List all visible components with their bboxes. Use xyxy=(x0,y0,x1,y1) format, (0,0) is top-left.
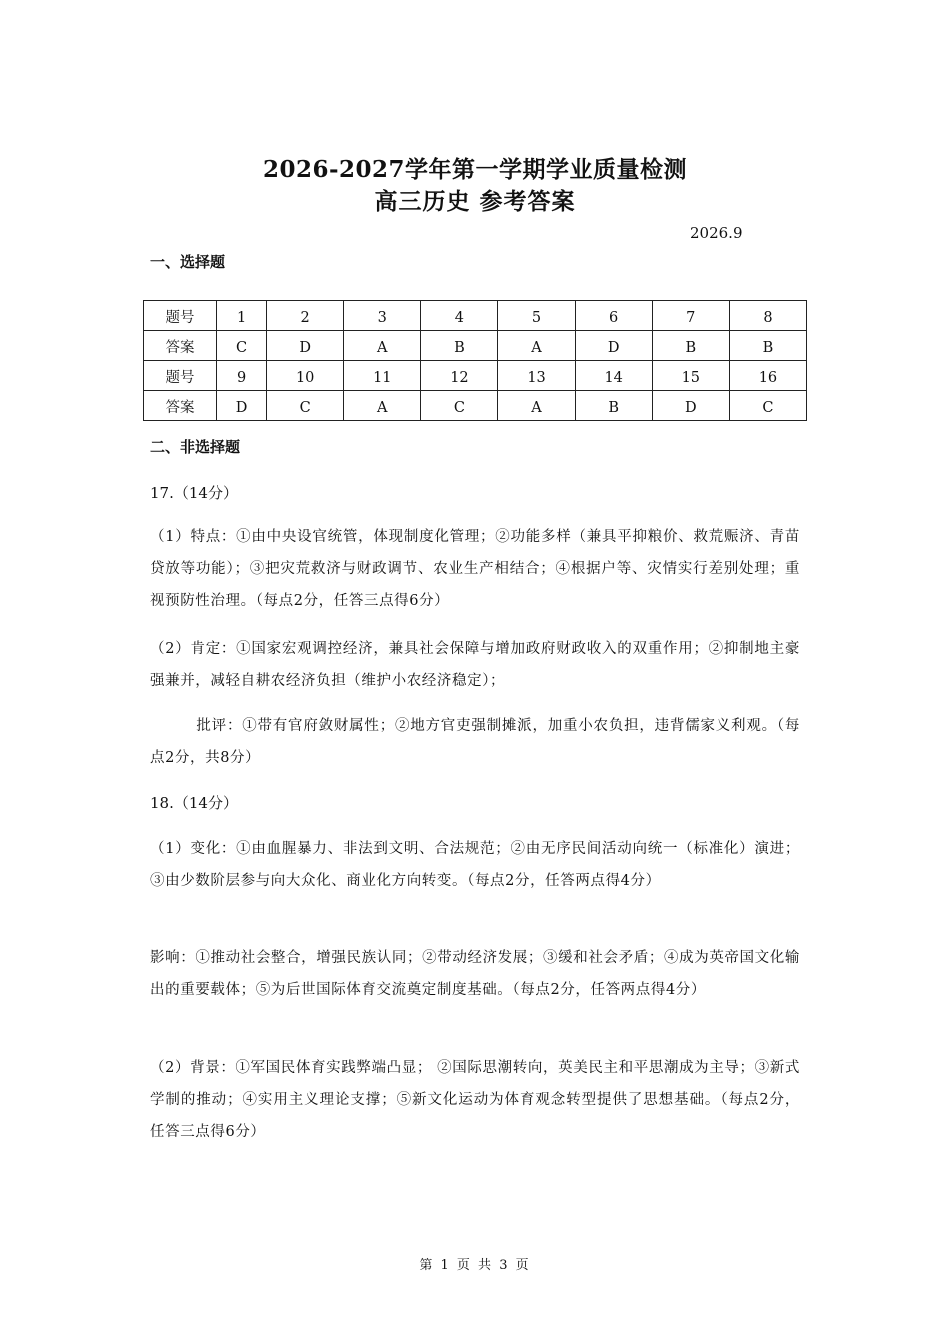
table-cell: 2 xyxy=(267,301,344,331)
section-heading-choice: 一、选择题 xyxy=(150,253,226,271)
table-cell: B xyxy=(575,391,652,421)
table-cell: C xyxy=(729,391,806,421)
table-cell: 3 xyxy=(344,301,421,331)
question-18-part2: （2）背景：①军国民体育实践弊端凸显； ②国际思潮转向，英美民主和平思潮成为主导；③新式学制的推动；④实用主义理论支撑；⑤新文化运动为体育观念转型提供了思想基础。（每点2分，任答三点得6分） xyxy=(150,1060,800,1140)
table-cell: 8 xyxy=(729,301,806,331)
table-cell: C xyxy=(217,331,267,361)
question-17-title: 17.（14分） xyxy=(150,484,238,502)
question-17-part1: （1）特点：①由中央设官统管，体现制度化管理；②功能多样（兼具平抑粮价、救荒赈济、青苗贷放等功能）；③把灾荒救济与财政调节、农业生产相结合；④根据户等、灾情实行差别处理；重视预防性治理。（每点2分，任答三点得6分） xyxy=(150,529,800,609)
table-cell: D xyxy=(267,331,344,361)
table-cell: 14 xyxy=(575,361,652,391)
table-cell: 13 xyxy=(498,361,575,391)
table-cell: 9 xyxy=(217,361,267,391)
section-heading-nonchoice: 二、非选择题 xyxy=(150,438,241,456)
table-cell: D xyxy=(575,331,652,361)
table-row-header: 答案 xyxy=(144,331,217,361)
table-cell: C xyxy=(421,391,498,421)
table-row xyxy=(144,391,807,421)
table-cell: 7 xyxy=(652,301,729,331)
table-cell: C xyxy=(267,391,344,421)
table-cell: B xyxy=(652,331,729,361)
table-cell: D xyxy=(652,391,729,421)
table-cell: B xyxy=(729,331,806,361)
answer-table xyxy=(143,300,807,421)
question-18-title: 18.（14分） xyxy=(150,794,238,812)
table-cell: D xyxy=(217,391,267,421)
table-row-header: 题号 xyxy=(144,301,217,331)
question-18-part1-impact: 影响：①推动社会整合，增强民族认同；②带动经济发展；③缓和社会矛盾；④成为英帝国文化输出的重要载体；⑤为后世国际体育交流奠定制度基础。（每点2分，任答两点得4分） xyxy=(150,950,800,998)
table-cell: A xyxy=(344,331,421,361)
table-cell: 16 xyxy=(729,361,806,391)
table-row xyxy=(144,361,807,391)
question-17-part2: （2）肯定：①国家宏观调控经济，兼具社会保障与增加政府财政收入的双重作用；②抑制地主豪强兼并，减轻自耕农经济负担（维护小农经济稳定）； xyxy=(150,641,800,689)
document-date: 2026.9 xyxy=(690,224,743,242)
table-cell: 6 xyxy=(575,301,652,331)
table-cell: B xyxy=(421,331,498,361)
document-title: 2026-2027学年第一学期学业质量检测 xyxy=(262,156,688,183)
table-row-header: 题号 xyxy=(144,361,217,391)
table-row xyxy=(144,301,807,331)
document-subtitle: 高三历史 参考答案 xyxy=(374,188,576,215)
table-cell: 4 xyxy=(421,301,498,331)
table-cell: 11 xyxy=(344,361,421,391)
table-cell: 15 xyxy=(652,361,729,391)
table-cell: 10 xyxy=(267,361,344,391)
question-18-part1: （1）变化：①由血腥暴力、非法到文明、合法规范；②由无序民间活动向统一（标准化）演进；③由少数阶层参与向大众化、商业化方向转变。（每点2分，任答两点得4分） xyxy=(150,841,800,889)
table-cell: 5 xyxy=(498,301,575,331)
question-17-part2-criticism: 批评：①带有官府敛财属性；②地方官吏强制摊派，加重小农负担，违背儒家义利观。（每点2分，共8分） xyxy=(150,718,800,766)
table-cell: 1 xyxy=(217,301,267,331)
page-number: 第 1 页 共 3 页 xyxy=(419,1258,531,1273)
table-row xyxy=(144,331,807,361)
table-cell: 12 xyxy=(421,361,498,391)
table-row-header: 答案 xyxy=(144,391,217,421)
table-cell: A xyxy=(344,391,421,421)
table-cell: A xyxy=(498,391,575,421)
table-cell: A xyxy=(498,331,575,361)
